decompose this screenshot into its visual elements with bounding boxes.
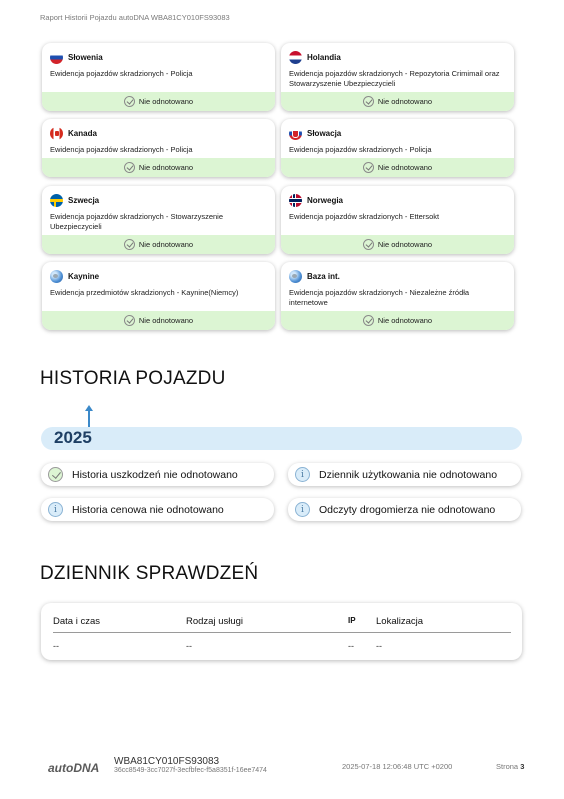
page-number-value: 3 xyxy=(520,762,525,771)
register-country: Słowenia xyxy=(68,53,103,62)
sweden-flag-icon xyxy=(50,194,63,207)
register-country: Norwegia xyxy=(307,196,344,205)
footer-vin: WBA81CY010FS93083 xyxy=(114,756,220,767)
status-label: Nie odnotowano xyxy=(377,163,433,172)
register-country: Słowacja xyxy=(307,129,342,138)
register-description: Ewidencja pojazdów skradzionych - Niezależne źródła internetowe xyxy=(289,288,470,307)
check-icon xyxy=(363,315,374,326)
slovenia-flag-icon xyxy=(50,51,63,64)
register-status xyxy=(42,92,275,111)
cell-location: -- xyxy=(376,641,382,651)
register-card-sweden xyxy=(42,186,275,254)
register-description: Ewidencja pojazdów skradzionych - Policja xyxy=(289,145,432,154)
history-item-label: Odczyty drogomierza nie odnotowano xyxy=(319,503,496,516)
netherlands-flag-icon xyxy=(289,51,302,64)
column-header-ip: IP xyxy=(348,616,356,625)
register-status xyxy=(42,158,275,177)
report-header: Raport Historii Pojazdu autoDNA WBA81CY010FS93083 xyxy=(40,13,230,22)
canada-flag-icon xyxy=(50,127,63,140)
column-header-location: Lokalizacja xyxy=(376,616,423,627)
timeline-year: 2025 xyxy=(54,428,92,447)
check-icon xyxy=(363,96,374,107)
check-icon xyxy=(124,239,135,250)
register-description: Ewidencja pojazdów skradzionych - Repozytoria Crimimail oraz Stowarzyszenie Ubezpieczycieli xyxy=(289,69,500,88)
history-item-label: Historia cenowa nie odnotowano xyxy=(72,503,224,516)
check-icon xyxy=(124,96,135,107)
info-icon: i xyxy=(48,502,63,517)
autodna-logo: autoDNA xyxy=(48,761,100,775)
status-label: Nie odnotowano xyxy=(377,316,433,325)
norway-flag-icon xyxy=(289,194,302,207)
globe-icon xyxy=(50,270,63,283)
check-icon xyxy=(48,467,63,482)
status-label: Nie odnotowano xyxy=(138,240,194,249)
checks-table xyxy=(41,603,522,660)
status-label: Nie odnotowano xyxy=(138,97,194,106)
register-card-internet xyxy=(281,262,514,330)
register-description: Ewidencja pojazdów skradzionych - Stowarzyszenie Ubezpieczycieli xyxy=(50,212,223,231)
register-status xyxy=(42,235,275,254)
register-country: Kanada xyxy=(68,129,97,138)
info-icon: i xyxy=(295,467,310,482)
cell-service: -- xyxy=(186,641,192,651)
history-item-label: Dziennik użytkowania nie odnotowano xyxy=(319,468,498,481)
page-number xyxy=(496,762,524,771)
register-description: Ewidencja przedmiotów skradzionych - Kaynine(Niemcy) xyxy=(50,288,239,297)
register-description: Ewidencja pojazdów skradzionych - Policja xyxy=(50,69,193,78)
register-country: Baza int. xyxy=(307,272,340,281)
register-status xyxy=(281,158,514,177)
footer-hash: 36cc8549-3cc7027f-3ecfbfec-f5a8351f-16ee7474 xyxy=(114,767,267,774)
slovakia-flag-icon xyxy=(289,127,302,140)
checks-heading: DZIENNIK SPRAWDZEŃ xyxy=(40,563,259,584)
register-card-slovenia xyxy=(42,43,275,111)
cell-date: -- xyxy=(53,641,59,651)
timeline-year-bar xyxy=(41,427,522,450)
register-card-kaynine xyxy=(42,262,275,330)
page-label: Strona xyxy=(496,762,519,771)
history-item-usage-log xyxy=(288,463,521,486)
check-icon xyxy=(363,162,374,173)
history-item-label: Historia uszkodzeń nie odnotowano xyxy=(72,468,238,481)
timeline-line xyxy=(88,410,90,427)
check-icon xyxy=(363,239,374,250)
column-header-service: Rodzaj usługi xyxy=(186,616,244,627)
status-label: Nie odnotowano xyxy=(377,240,433,249)
register-card-netherlands xyxy=(281,43,514,111)
register-status xyxy=(42,311,275,330)
footer-date: 2025-07-18 12:06:48 UTC +0200 xyxy=(342,762,453,771)
column-header-date: Data i czas xyxy=(53,616,100,627)
register-country: Kaynine xyxy=(68,272,100,281)
register-card-slovakia xyxy=(281,119,514,177)
register-country: Szwecja xyxy=(68,196,100,205)
register-status xyxy=(281,235,514,254)
history-item-price xyxy=(41,498,274,521)
table-divider xyxy=(53,632,511,633)
register-description: Ewidencja pojazdów skradzionych - Ettersokt xyxy=(289,212,440,221)
cell-ip: -- xyxy=(348,641,354,651)
register-status xyxy=(281,311,514,330)
register-status xyxy=(281,92,514,111)
register-card-norway xyxy=(281,186,514,254)
register-card-canada xyxy=(42,119,275,177)
globe-icon xyxy=(289,270,302,283)
history-heading: HISTORIA POJAZDU xyxy=(40,368,226,389)
info-icon: i xyxy=(295,502,310,517)
status-label: Nie odnotowano xyxy=(138,163,194,172)
status-label: Nie odnotowano xyxy=(377,97,433,106)
register-country: Holandia xyxy=(307,53,341,62)
register-description: Ewidencja pojazdów skradzionych - Policja xyxy=(50,145,193,154)
history-item-damage xyxy=(41,463,274,486)
check-icon xyxy=(124,315,135,326)
status-label: Nie odnotowano xyxy=(138,316,194,325)
history-item-odometer xyxy=(288,498,521,521)
check-icon xyxy=(124,162,135,173)
